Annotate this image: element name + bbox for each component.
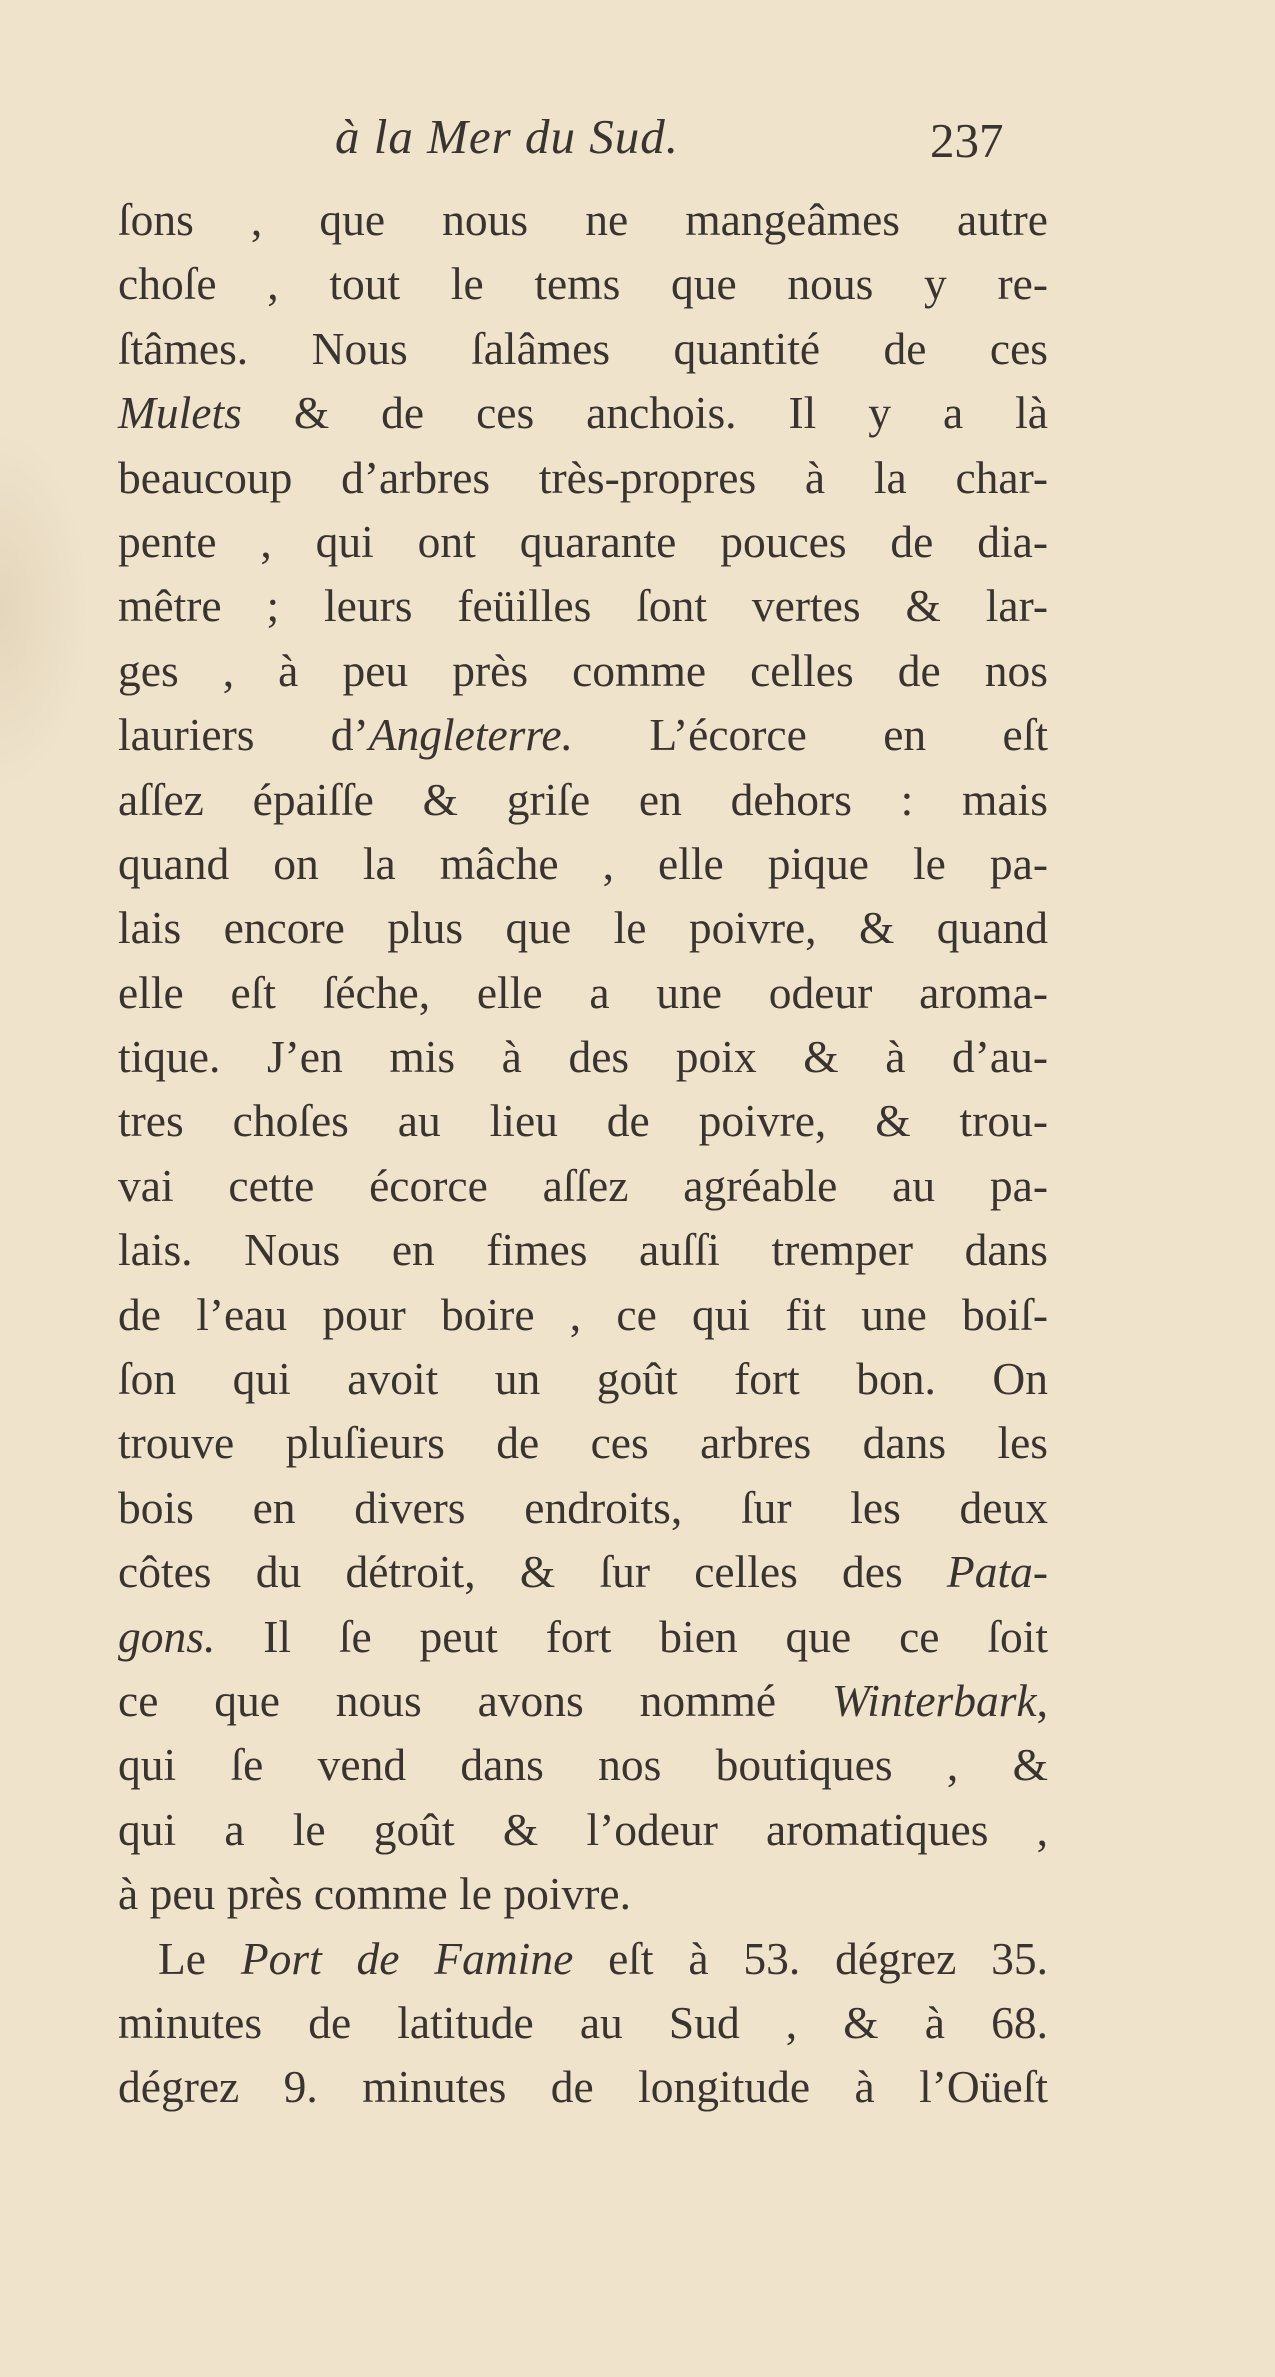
text-line — [118, 1605, 1048, 1669]
text-run: Le — [158, 1932, 241, 1984]
text-run: tique. J’en mis à des poix & à d’au- — [118, 1031, 1048, 1083]
text-run: beaucoup d’arbres très-propres à la char- — [118, 451, 1048, 503]
text-run: mêtre ; leurs feüilles ſont vertes & lar- — [118, 580, 1048, 632]
italic-text: Pata- — [946, 1546, 1048, 1598]
text-line — [118, 2055, 1048, 2119]
text-line — [118, 446, 1048, 510]
text-line — [118, 1862, 1048, 1926]
text-line — [118, 188, 1048, 252]
text-run: qui a le goût & l’odeur aromatiques , — [118, 1803, 1048, 1855]
text-line — [118, 1411, 1048, 1475]
text-line — [118, 1476, 1048, 1540]
text-run: aſſez épaiſſe & griſe en dehors : mais — [118, 773, 1048, 825]
text-line — [118, 1991, 1048, 2055]
text-line — [118, 574, 1048, 638]
italic-text: Mulets — [118, 387, 242, 439]
italic-text: gons. — [118, 1610, 216, 1662]
text-run: minutes de latitude au Sud , & à 68. — [118, 1996, 1048, 2048]
text-line — [118, 1283, 1048, 1347]
italic-text: Port de Famine — [240, 1932, 574, 1984]
text-line — [118, 961, 1048, 1025]
text-line — [118, 381, 1048, 445]
text-line — [118, 252, 1048, 316]
page-number: 237 — [930, 113, 1004, 168]
text-run: de l’eau pour boire , ce qui fit une boiſ- — [118, 1288, 1048, 1340]
text-run: elle eſt ſéche, elle a une odeur aroma- — [118, 966, 1048, 1018]
text-run: & de ces anchois. Il y a là — [241, 387, 1048, 439]
text-run: ce que nous avons nommé — [118, 1674, 832, 1726]
text-run: trouve pluſieurs de ces arbres dans les — [118, 1417, 1048, 1469]
text-run: pente , qui ont quarante pouces de dia- — [118, 515, 1048, 567]
text-run: , — [1036, 1674, 1048, 1726]
text-run: dégrez 9. minutes de longitude à l’Oüeſt — [118, 2061, 1048, 2113]
text-run: vai cette écorce aſſez agréable au pa- — [118, 1159, 1048, 1211]
text-line — [118, 1218, 1048, 1282]
text-line — [118, 1927, 1048, 1991]
text-run: eſt à 53. dégrez 35. — [573, 1932, 1048, 1984]
text-run: tres choſes au lieu de poivre, & trou- — [118, 1095, 1048, 1147]
paper-stain — [0, 430, 90, 790]
text-run: lauriers d’ — [118, 709, 369, 761]
text-line — [118, 1798, 1048, 1862]
text-line — [118, 317, 1048, 381]
text-line — [118, 1540, 1048, 1604]
body-text — [118, 188, 1048, 2120]
text-line — [118, 1347, 1048, 1411]
text-line — [118, 1154, 1048, 1218]
text-run: bois en divers endroits, ſur les deux — [118, 1481, 1048, 1533]
text-run: quand on la mâche , elle pique le pa- — [118, 837, 1048, 889]
page-header — [0, 108, 1275, 178]
text-line — [118, 1025, 1048, 1089]
text-line — [118, 1089, 1048, 1153]
text-run: à peu près comme le poivre. — [118, 1868, 631, 1920]
text-line — [118, 832, 1048, 896]
text-run: Il ſe peut fort bien que ce ſoit — [215, 1610, 1048, 1662]
running-title: à la Mer du Sud. — [335, 109, 679, 164]
text-run: ſtâmes. Nous ſalâmes quantité de ces — [118, 322, 1048, 374]
text-line — [118, 639, 1048, 703]
text-line — [118, 1733, 1048, 1797]
italic-text: Angleterre. — [368, 709, 573, 761]
text-run: lais. Nous en fimes auſſi tremper dans — [118, 1224, 1048, 1276]
text-run: lais encore plus que le poivre, & quand — [118, 902, 1048, 954]
text-run: choſe , tout le tems que nous y re- — [118, 258, 1048, 310]
text-line — [118, 703, 1048, 767]
italic-text: Winterbark — [831, 1674, 1037, 1726]
text-run: ſon qui avoit un goût fort bon. On — [118, 1353, 1048, 1405]
text-run: ſons , que nous ne mangeâmes autre — [118, 194, 1048, 245]
text-run: côtes du détroit, & ſur celles des — [118, 1546, 947, 1598]
text-run: qui ſe vend dans nos boutiques , & — [118, 1739, 1048, 1791]
text-run: ges , à peu près comme celles de nos — [118, 644, 1048, 696]
text-line — [118, 1669, 1048, 1733]
text-run: L’écorce en eſt — [572, 709, 1048, 761]
text-line — [118, 510, 1048, 574]
text-line — [118, 896, 1048, 960]
text-line — [118, 768, 1048, 832]
